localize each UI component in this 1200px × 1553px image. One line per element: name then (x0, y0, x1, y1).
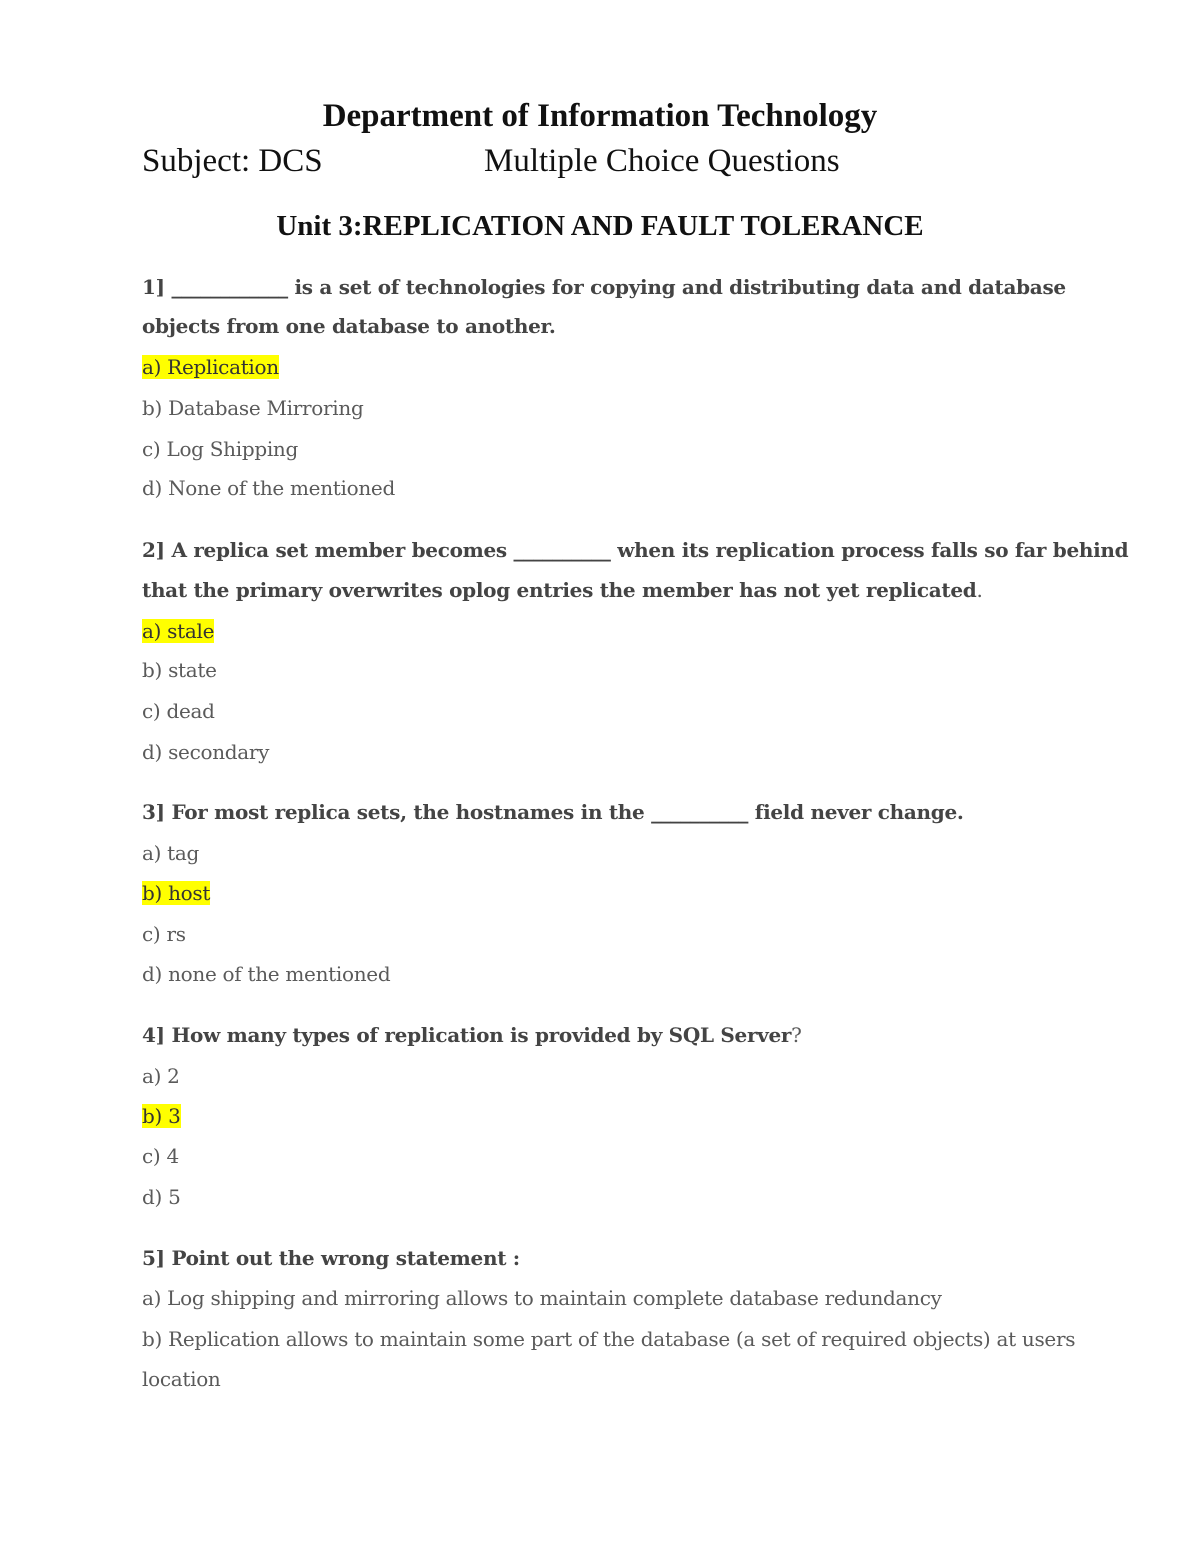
question-5-option-b: b) Replication allows to maintain some part of the database (a set of required objects) at users (142, 1327, 1076, 1351)
question-2-text: 2] A replica set member becomes __________ when its replication process falls so far behind (142, 538, 1129, 562)
unit-title: Unit 3:REPLICATION AND FAULT TOLERANCE (276, 210, 924, 242)
question-3-option-a: a) tag (142, 841, 200, 865)
question-1-option-a (142, 354, 279, 380)
question-3-option-c: c) rs (142, 922, 186, 946)
question-3-text: 3] For most replica sets, the hostnames in the __________ field never change. (142, 800, 964, 824)
question-1-option-b: b) Database Mirroring (142, 396, 364, 420)
question-2-text-cont: that the primary overwrites oplog entries the member has not yet replicated. (142, 578, 983, 602)
document-type: Multiple Choice Questions (484, 143, 840, 179)
question-3-option-d: d) none of the mentioned (142, 962, 391, 986)
answer-highlight: a) Replication (142, 355, 279, 379)
question-4-text: 4] How many types of replication is provided by SQL Server? (142, 1023, 802, 1047)
question-4-option-d: d) 5 (142, 1185, 181, 1209)
question-4-option-b (142, 1103, 181, 1129)
subject-label: Subject: DCS (142, 143, 323, 179)
question-4-option-c: c) 4 (142, 1144, 179, 1168)
question-1-text: 1] ____________ is a set of technologies for copying and distributing data and database (142, 275, 1066, 299)
question-1-option-d: d) None of the mentioned (142, 476, 395, 500)
question-5-text: 5] Point out the wrong statement : (142, 1246, 520, 1270)
question-2-option-d: d) secondary (142, 740, 270, 764)
question-2-option-c: c) dead (142, 699, 215, 723)
question-2-option-a (142, 618, 214, 644)
question-3-option-b (142, 880, 210, 906)
question-1-text-cont: objects from one database to another. (142, 314, 556, 338)
department-title: Department of Information Technology (322, 98, 878, 134)
answer-highlight: a) stale (142, 619, 215, 643)
question-2-option-b: b) state (142, 658, 217, 682)
question-5-option-b-cont: location (142, 1367, 221, 1391)
question-5-option-a: a) Log shipping and mirroring allows to maintain complete database redundancy (142, 1286, 942, 1310)
answer-highlight: b) 3 (142, 1104, 181, 1128)
question-1-option-c: c) Log Shipping (142, 437, 299, 461)
question-4-option-a: a) 2 (142, 1064, 180, 1088)
answer-highlight: b) host (142, 881, 211, 905)
subject-line (142, 143, 1142, 180)
